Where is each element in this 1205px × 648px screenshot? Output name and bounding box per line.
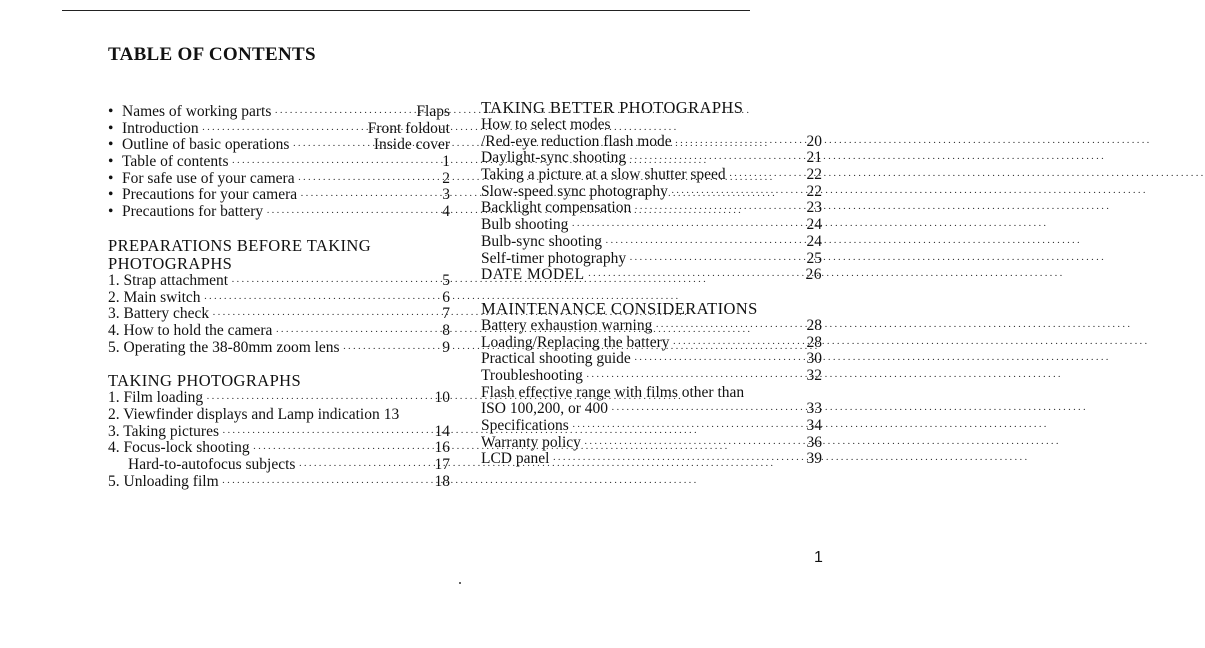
toc-entry[interactable] — [108, 290, 450, 307]
toc-entry-label: 4. Focus-lock shooting — [108, 439, 250, 457]
toc-entry-label: Daylight-sync shooting — [481, 149, 627, 167]
bullet-icon: • — [108, 169, 114, 187]
leader-dots — [552, 452, 805, 469]
toc-entry-page: 36 — [806, 433, 822, 451]
toc-entry-label: Warranty policy — [481, 433, 581, 451]
toc-entry-page: 32 — [806, 366, 822, 384]
toc-entry[interactable] — [481, 351, 822, 368]
toc-entry[interactable] — [108, 273, 450, 290]
leader-dots — [629, 252, 805, 269]
toc-entry-label: Backlight compensation — [481, 199, 632, 217]
toc-entry-label: 5. Unloading film — [108, 472, 219, 490]
toc-entry-label: Practical shooting guide — [481, 350, 631, 368]
toc-entry[interactable] — [108, 171, 450, 188]
page-number: 1 — [814, 549, 823, 566]
toc-entry-page: 16 — [434, 439, 450, 457]
toc-entry[interactable] — [481, 217, 822, 234]
bullet-icon: • — [108, 186, 114, 204]
toc-entry-label: 2. Main switch — [108, 288, 201, 306]
toc-entry[interactable] — [108, 390, 450, 407]
toc-entry-label: 5. Operating the 38-80mm zoom lens — [108, 338, 340, 356]
toc-entry[interactable] — [108, 323, 450, 340]
toc-entry[interactable] — [481, 184, 822, 201]
leader-dots — [571, 218, 805, 235]
toc-entry[interactable] — [108, 340, 450, 357]
toc-entry-label: 1. Strap attachment — [108, 271, 229, 289]
section-heading-taking-photographs: TAKING PHOTOGRAPHS — [108, 371, 302, 391]
toc-entry-page: 6 — [442, 288, 450, 306]
toc-entry[interactable] — [108, 424, 450, 441]
toc-entry-label: 2. Viewfinder displays and Lamp indication — [108, 405, 380, 423]
toc-entry-page: 2 — [442, 169, 450, 187]
leader-dots — [222, 425, 434, 442]
toc-entry[interactable] — [481, 418, 822, 435]
toc-entry-label: Introduction — [122, 119, 199, 137]
toc-entry-label: Battery exhaustion warning — [481, 316, 653, 334]
print-speck — [459, 582, 461, 584]
toc-entry[interactable] — [108, 187, 450, 204]
intro-list — [108, 104, 450, 221]
toc-entry[interactable] — [481, 368, 822, 385]
flash-range-label: Flash effective range with films other than — [481, 383, 745, 401]
toc-entry-label: 1. Film loading — [108, 389, 204, 407]
leader-dots — [292, 138, 372, 155]
toc-entry[interactable] — [481, 200, 822, 217]
toc-entry-page: 7 — [442, 305, 450, 323]
bullet-icon: • — [108, 203, 114, 221]
toc-entry-label: Table of contents — [122, 153, 229, 171]
toc-entry[interactable] — [481, 150, 822, 167]
top-rule — [62, 10, 750, 11]
toc-entry-label: ISO 100,200, or 400 — [481, 400, 609, 418]
leader-dots — [231, 274, 441, 291]
bullet-icon: • — [108, 136, 114, 154]
bullet-icon: • — [108, 153, 114, 171]
leader-dots — [572, 419, 806, 436]
leader-dots — [588, 268, 805, 285]
toc-entry-page: 13 — [383, 405, 400, 423]
leader-dots — [634, 201, 805, 218]
toc-entry-page: 22 — [806, 166, 822, 184]
toc-entry-page: 26 — [805, 266, 822, 284]
toc-entry[interactable] — [481, 318, 822, 335]
toc-entry-page: 5 — [442, 271, 450, 289]
toc-entry-page: 39 — [806, 450, 822, 468]
leader-dots — [605, 235, 806, 252]
leader-dots — [298, 172, 442, 189]
toc-entry-label: Hard-to-autofocus subjects — [128, 456, 296, 473]
toc-entry-label: For safe use of your camera — [122, 169, 295, 187]
page-title: TABLE OF CONTENTS — [108, 44, 316, 65]
toc-entry-page: 24 — [806, 216, 822, 234]
leader-dots — [634, 352, 806, 369]
toc-entry-page: 17 — [434, 456, 450, 473]
toc-entry-page: 20 — [806, 132, 822, 150]
leader-dots — [204, 291, 442, 308]
toc-entry-page: 28 — [806, 316, 822, 334]
section-heading-maintenance: MAINTENANCE CONSIDERATIONS — [481, 298, 758, 318]
toc-entry-label: Bulb-sync shooting — [481, 232, 602, 250]
toc-entry[interactable] — [108, 121, 450, 138]
toc-entry[interactable] — [481, 234, 822, 251]
leader-dots — [266, 205, 441, 222]
toc-entry[interactable] — [108, 474, 450, 491]
toc-entry[interactable] — [108, 407, 450, 424]
toc-entry[interactable] — [481, 267, 822, 284]
toc-entry-page: 34 — [806, 417, 822, 434]
toc-entry[interactable] — [108, 104, 450, 121]
leader-dots — [584, 436, 806, 453]
toc-entry-page: Flaps — [416, 103, 450, 120]
toc-entry-label: Troubleshooting — [481, 366, 583, 384]
toc-entry-label: Loading/Replacing the battery — [481, 333, 670, 351]
toc-entry-label: Outline of basic operations — [122, 136, 290, 154]
leader-dots — [729, 168, 806, 185]
toc-entry-label: Precautions for your camera — [122, 186, 298, 204]
toc-entry-page: 9 — [442, 338, 450, 356]
leader-dots — [673, 336, 806, 353]
toc-entry-label: 4. How to hold the camera — [108, 321, 273, 339]
toc-subheading — [481, 117, 822, 134]
bullet-icon: • — [108, 103, 114, 120]
toc-entry-label: 3. Battery check — [108, 305, 210, 323]
leader-dots — [675, 135, 806, 152]
toc-entry-label: LCD panel — [481, 450, 550, 468]
section-heading-taking-better: TAKING BETTER PHOTOGRAPHS — [481, 98, 744, 117]
toc-entry-page: 33 — [806, 400, 822, 418]
toc-entry[interactable] — [481, 335, 822, 352]
toc-entry-page: Inside cover — [373, 136, 450, 154]
toc-entry-page: 23 — [806, 199, 822, 217]
toc-entry-page: 14 — [434, 422, 450, 440]
toc-entry-page: 4 — [442, 203, 450, 221]
toc-entry-page: 21 — [806, 149, 822, 167]
leader-dots — [300, 188, 441, 205]
toc-entry-page: 3 — [442, 186, 450, 204]
leader-dots — [611, 402, 805, 419]
toc-entry-label: DATE MODEL — [481, 266, 585, 284]
toc-entry-label: Taking a picture at a slow shutter speed — [481, 166, 726, 184]
toc-entry[interactable] — [481, 451, 822, 468]
bullet-icon: • — [108, 119, 114, 137]
toc-entry-page: 30 — [806, 350, 822, 368]
toc-entry[interactable] — [108, 306, 450, 323]
leader-dots — [222, 475, 434, 492]
toc-entry-label: Names of working parts — [122, 103, 272, 120]
toc-entry-label: Slow-speed sync photography — [481, 182, 668, 200]
section-heading-preparations-line2: PHOTOGRAPHS — [108, 253, 233, 273]
toc-entry[interactable] — [481, 251, 822, 268]
toc-entry[interactable] — [108, 137, 450, 154]
toc-entry-page: 24 — [806, 232, 822, 250]
toc-entry-label: 3. Taking pictures — [108, 422, 219, 440]
toc-entry-page: 22 — [806, 182, 822, 200]
toc-entry-page: Front foldout — [367, 119, 450, 137]
section-heading-preparations: PREPARATIONS BEFORE TAKING — [108, 235, 372, 255]
leader-dots — [671, 185, 806, 202]
toc-entry[interactable] — [108, 457, 450, 474]
toc-entry-label: Specifications — [481, 417, 569, 434]
toc-entry-page: 18 — [434, 472, 450, 490]
toc-entry-page: 10 — [434, 389, 450, 407]
leader-dots — [298, 458, 433, 475]
leader-dots — [655, 319, 805, 336]
toc-entry-page: 25 — [806, 249, 822, 267]
toc-entry-label: /Red-eye reduction flash mode — [481, 132, 672, 150]
right-column — [481, 99, 822, 468]
leader-dots — [343, 341, 442, 358]
how-to-select-label: How to select modes — [481, 116, 611, 133]
toc-entry[interactable] — [481, 435, 822, 452]
left-column — [108, 104, 450, 490]
toc-entry-label: Precautions for battery — [122, 203, 264, 221]
toc-entry-label: Bulb shooting — [481, 216, 569, 234]
toc-entry[interactable] — [108, 154, 450, 171]
toc-entry[interactable] — [481, 167, 822, 184]
toc-subheading — [481, 385, 822, 402]
toc-entry-page: 28 — [806, 333, 822, 351]
toc-entry-page: 8 — [442, 321, 450, 339]
toc-entry[interactable] — [481, 401, 822, 418]
toc-entry[interactable] — [108, 440, 450, 457]
toc-entry-label: Self-timer photography — [481, 249, 627, 267]
toc-entry-page: 1 — [442, 153, 450, 171]
toc-entry[interactable] — [481, 134, 822, 151]
toc-entry[interactable] — [108, 204, 450, 221]
